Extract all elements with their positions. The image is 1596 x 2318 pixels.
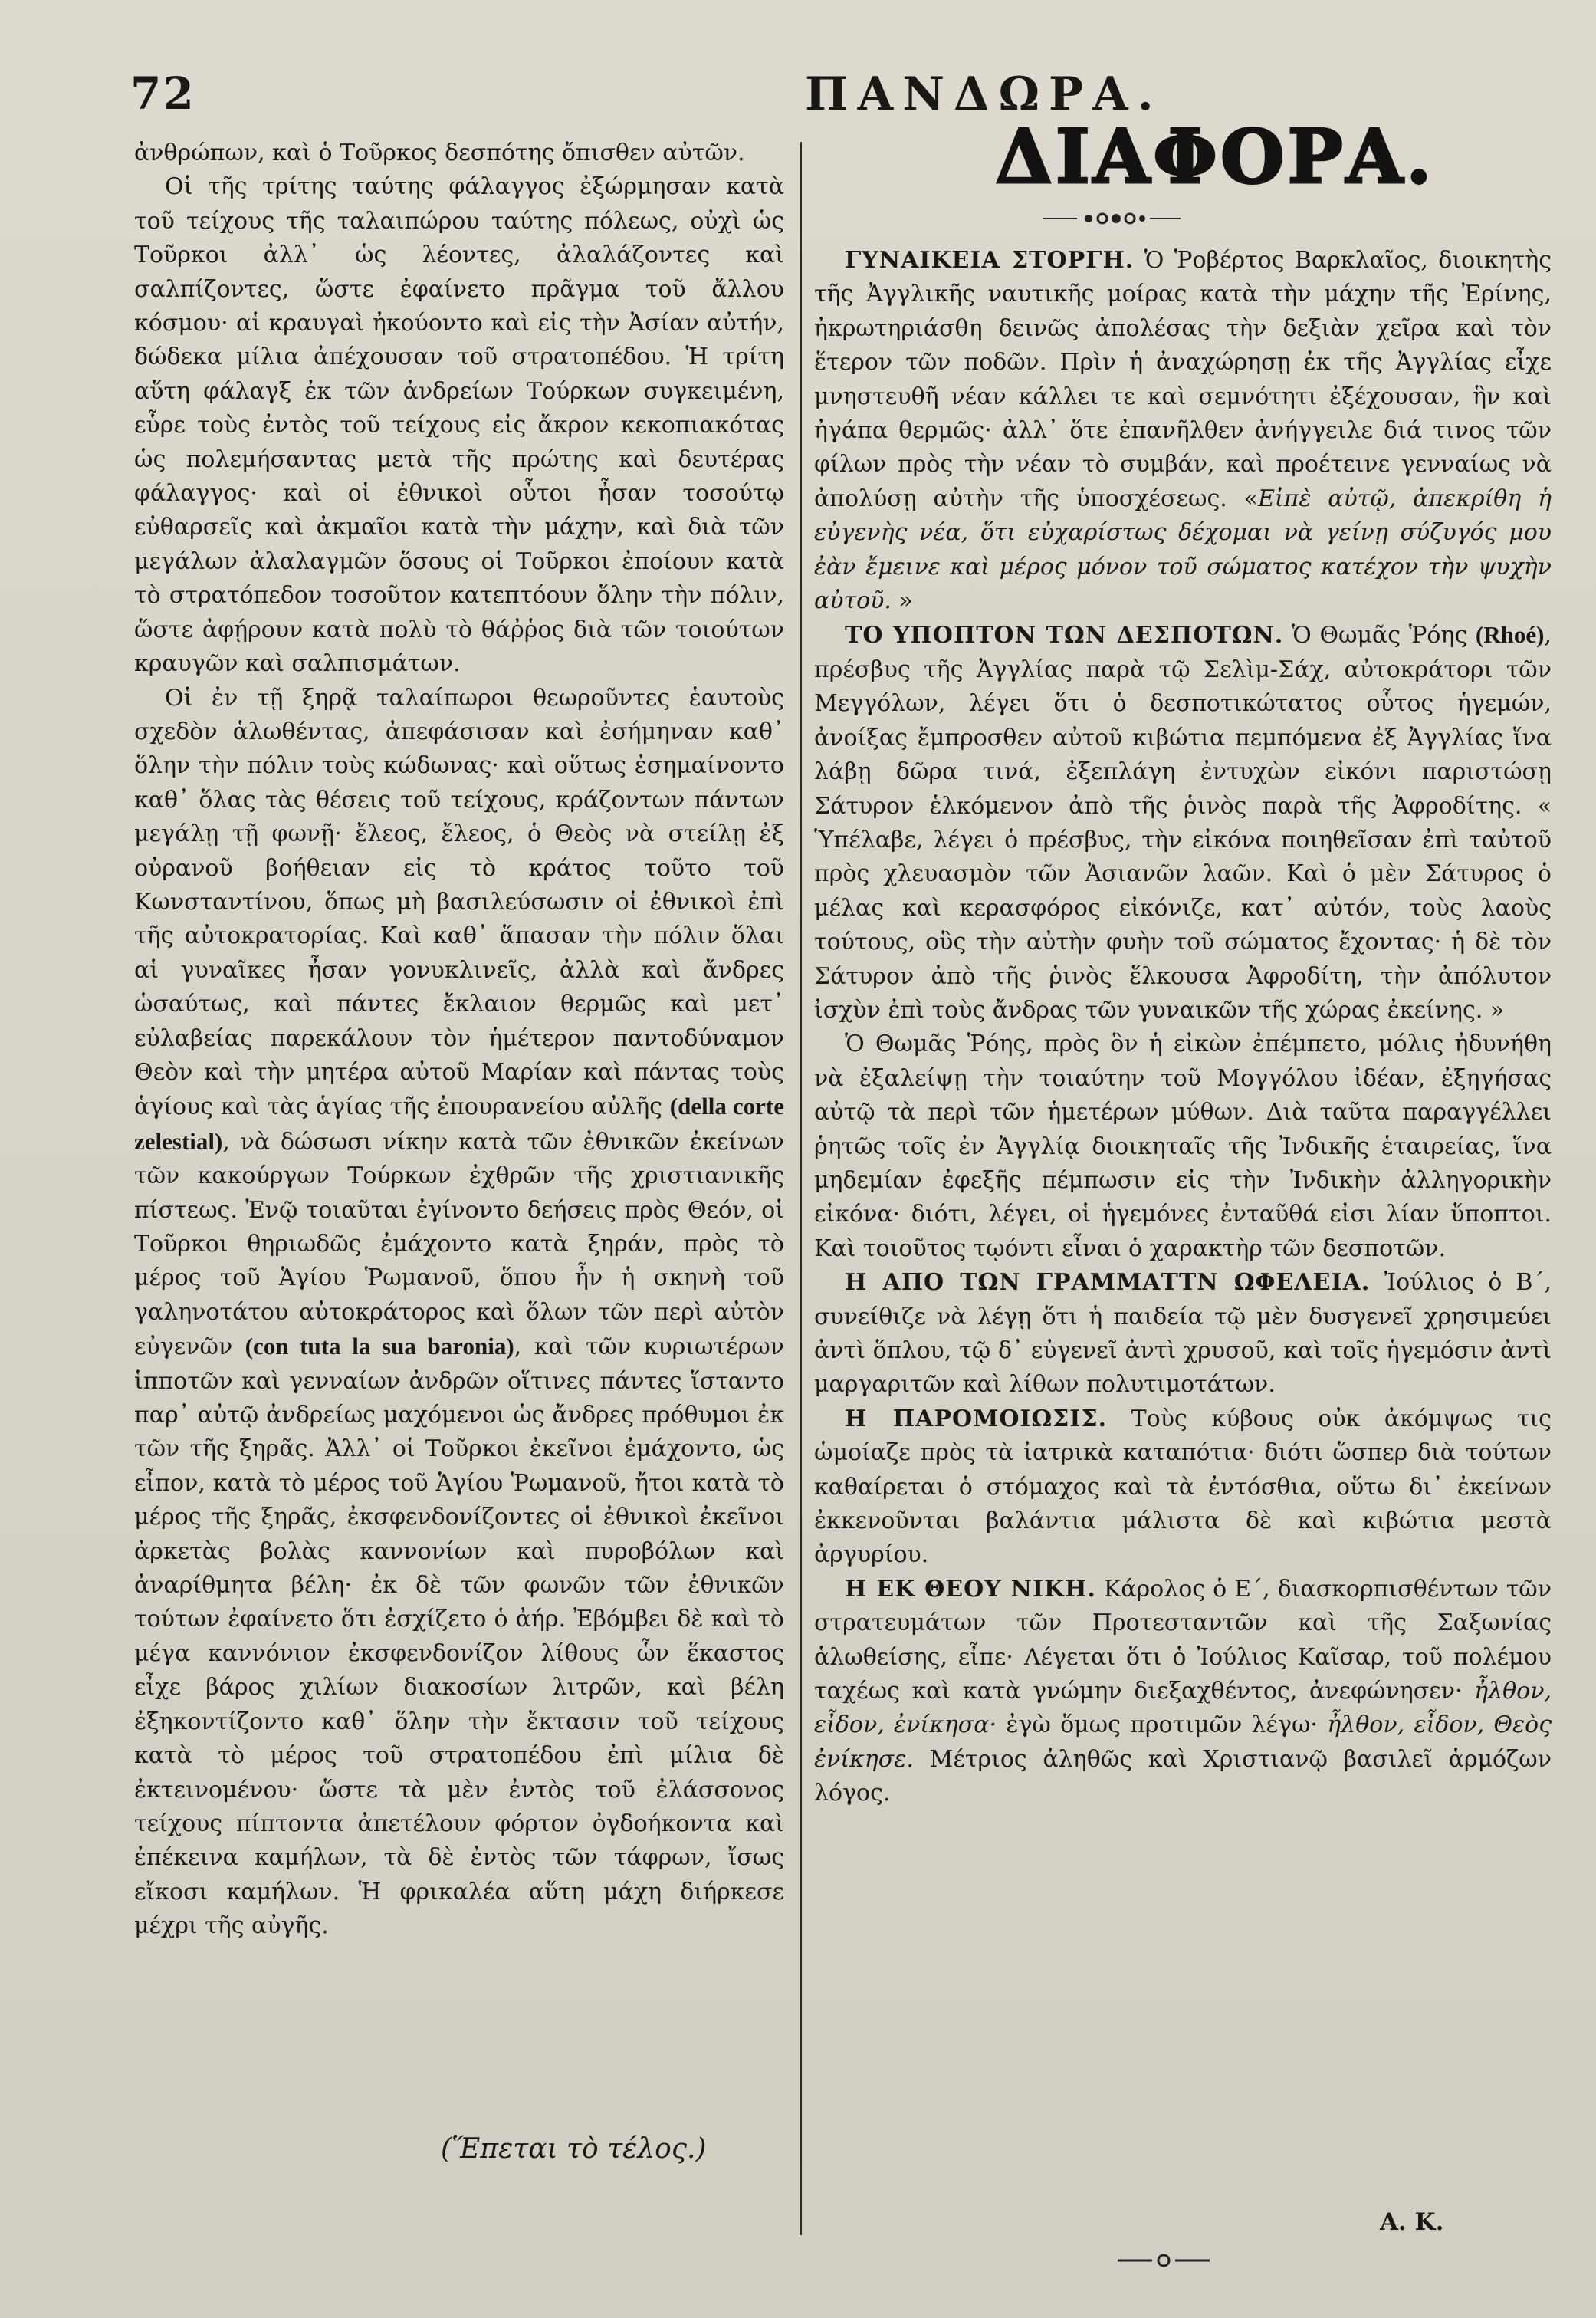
article-text-paromoiosis: Τοὺς κύβους οὐκ ἀκόμψως τις ὡμοίαζε πρὸς τὰ ἰατρικὰ καταπότια· διότι ὥσπερ διὰ τούτων καθαίρεται ὁ στόμαχος καὶ τὰ ἐντόσθια, οὕτω δι᾽ ἐκείνων ἐκκενοῦνται βαλάντια μάλιστα δὲ καὶ κιβώτια μεστὰ ἀργυρίου.: [814, 1405, 1552, 1569]
article-title-grammata: Η ΑΠΟ ΤΩΝ ΓΡΑΜΜΑΤΤΝ ΩΦΕΛΕΙΑ.: [845, 1269, 1371, 1297]
masthead-title: ΔΙΑΦΟΡΑ.: [995, 115, 1435, 199]
article-text-niki-2: ἐγὼ ὅμως προτιμῶν λέγω·: [997, 1711, 1328, 1739]
article-quote-niki-2: ἦλθον, εἶδον, Θεὸς ἐνίκησε.: [814, 1711, 1552, 1773]
article-text-gynaikeia: Ὁ Ῥοβέρτος Βαρκλαῖος, διοικητὴς τῆς Ἀγγλικῆς ναυτικῆς μοίρας κατὰ τὴν μάχην τῆς Ἐρίνης, ἠκρωτηριάσθη δεινῶς ἀπολέσας τὴν δεξιὰν χεῖρα καὶ τὸν ἕτερον τῶν ποδῶν. Πρὶν ἡ ἀναχώρησῃ ἐκ τῆς Ἀγγλίας εἶχε μνηστευθῆ νέαν κάλλει τε καὶ σεμνότητι ἐξέχουσαν, ἣν καὶ ἠγάπα θερμῶς· ἀλλ᾽ ὅτε ἐπανῆλθεν ἀνήγγειλε διά τινος τῶν φίλων πρὸς τὴν νέαν τὸ συμβάν, καὶ προέτεινε γενναίως νὰ ἀπολύσῃ αὐτὴν τῆς ὑποσχέσεως. «: [814, 247, 1552, 512]
section-masthead: [954, 115, 1476, 199]
article-title-ypopton: ΤΟ ΥΠΟΠΤΟΝ ΤΩΝ ΔΕΣΠΟΤΩΝ.: [845, 622, 1284, 649]
article-text-ypopton-1: Ὁ Θωμᾶς Ῥόης: [1283, 622, 1476, 649]
left-paragraph-3: [134, 682, 784, 1944]
article-quote-end: »: [891, 587, 913, 615]
article-paromoiosis: [814, 1402, 1552, 1573]
end-rule-ornament: [1118, 2253, 1210, 2268]
right-column: [814, 244, 1552, 1811]
article-grammata: [814, 1266, 1552, 1402]
left-paragraph-1: ἀνθρώπων, καὶ ὁ Τοῦρκος δεσπότης ὄπισθεν αὐτῶν.: [134, 140, 745, 166]
article-quote-gynaikeia: Εἰπὲ αὐτῷ, ἀπεκρίθη ἡ εὐγενὴς νέα, ὅτι εὐχαρίστως δέχομαι νὰ γείνῃ σύζυγός μου ἐὰν ἔμεινε καὶ μέρος μόνον τοῦ σώματος κατέχον τὴν ψυχὴν αὐτοῦ.: [814, 485, 1552, 615]
article-title-niki: Η ΕΚ ΘΕΟΥ ΝΙΚΗ.: [845, 1575, 1096, 1603]
masthead-title-graphic: [954, 115, 1476, 199]
column-divider: [800, 142, 802, 2235]
article-text-niki-1: Κάρολος ὁ Ε΄, διασκορπισθέντων τῶν στρατευμάτων τῶν Προτεσταντῶν καὶ τῆς Σαξωνίας ἁλωθείσης, εἶπε· Λέγεται ὅτι ὁ Ἰούλιος Καῖσαρ, τοῦ πολέμου ταχέως καὶ κατὰ γνώμην διεξαχθέντος, ἀνεφώνησεν·: [814, 1575, 1552, 1705]
article-ypopton-paragraph-2: Ὁ Θωμᾶς Ῥόης, πρὸς ὃν ἡ εἰκὼν ἐπέμπετο, μόλις ἠδυνήθη νὰ ἐξαλείψῃ τὴν τοιαύτην τοῦ Μογγόλου ἰδέαν, ἐξηγήσας αὐτῷ τὰ περὶ τῶν ἡμετέρων μύθων. Διὰ ταῦτα παραγγέλλει ῥητῶς τοῖς ἐν Ἀγγλίᾳ διοικηταῖς τῆς Ἰνδικῆς ἑταιρείας, ἵνα μηδεμίαν ἐφεξῆς πέμπωσιν εἰς τὴν Ἰνδικὴν ἀλληγορικὴν εἰκόνα· διότι, λέγει, οἱ ἡγεμόνες ἐνταῦθά εἰσι λίαν ὕποπτοι. Καὶ τοιοῦτος τῳόντι εἶναι ὁ χαρακτὴρ τῶν δεσποτῶν.: [814, 1031, 1552, 1262]
ornament-divider: [1035, 207, 1188, 230]
article-title-gynaikeia: ΓΥΝΑΙΚΕΙΑ ΣΤΟΡΓΗ.: [845, 247, 1135, 274]
latin-phrase-baronia: (con tuta la sua baronia): [245, 1333, 514, 1360]
article-text-ypopton-2: , πρέσβυς τῆς Ἀγγλίας παρὰ τῷ Σελὶμ-Σάχ, αὐτοκράτορι τῶν Μεγγόλων, λέγει ὅτι ὁ δεσποτικώτατος οὗτος ἡγεμών, ἀνοίξας ἔμπροσθεν αὐτοῦ κιβώτια πεμπόμενα ἐξ Ἀγγλίας ἵνα λάβῃ δῶρα τινά, ἐξεπλάγη ἐντυχὼν εἰκόνι παριστώσῃ Σάτυρον ἑλκόμενον ἀπὸ τῆς ῥινὸς παρὰ τῆς Ἀφροδίτης. « Ὑπέλαβε, λέγει ὁ πρέσβυς, τὴν εἰκόνα ποιηθεῖσαν ἐπὶ ταὐτοῦ πρὸς χλευασμὸν τῶν Ἀσιανῶν λαῶν. Καὶ ὁ μὲν Σάτυρος ὁ μέλας καὶ κερασφόρος εἰκόνιζε, κατ᾽ αὐτόν, τοὺς λαοὺς τούτους, οὓς τὴν αὐτὴν φυὴν τοῦ σώματος ἔχοντας· ἡ δὲ τὸν Σάτυρον ἀπὸ τῆς ῥινὸς ἕλκουσα Ἀφροδίτη, τὴν ἀπόλυτον ἰσχὺν ἐπὶ τοὺς ἄνδρας τῶν γυναικῶν τῆς χώρας ἐκείνης. »: [814, 622, 1552, 1024]
article-ypopton: [814, 618, 1552, 1027]
latin-phrase-corte: (della corte zelestial): [134, 1093, 784, 1155]
left-paragraph-2: Οἱ τῆς τρίτης ταύτης φάλαγγος ἐξώρμησαν κατὰ τοῦ τείχους τῆς ταλαιπώρου ταύτης πόλεως, οὐχὶ ὡς Τοῦρκοι ἀλλ᾽ ὡς λέοντες, ἀλαλάζοντες καὶ σαλπίζοντες, ὥστε ἐφαίνετο πρᾶγμα τοῦ ἄλλου κόσμου· αἱ κραυγαὶ ἠκούοντο καὶ εἰς τὴν Ἀσίαν αὐτήν, δώδεκα μίλια ἀπέχουσαν τοῦ στρατοπέδου. Ἡ τρίτη αὕτη φάλαγξ ἐκ τῶν ἀνδρείων Τούρκων συγκειμένη, εὗρε τοὺς ἐντὸς τοῦ τείχους εἰς ἄκρον κεκοπιακότας ὡς πολεμήσαντας μετὰ τῆς πρώτης καὶ δευτέρας φάλαγγος· καὶ οἱ ἐθνικοὶ οὗτοι ἦσαν τοσούτῳ εὐθαρσεῖς καὶ ἀκμαῖοι κατὰ τὴν μάχην, καὶ διὰ τῶν μεγάλων ἀλαλαγμῶν ὅσους οἱ Τοῦρκοι ἐποίουν κατὰ τὸ στρατόπεδον τοσοῦτον κατεπτόουν ὅλην τὴν πόλιν, ὥστε ἀφῄρουν κατὰ πολὺ τὸ θάῤῥος διὰ τῶν τοιούτων κραυγῶν καὶ σαλπισμάτων.: [134, 173, 784, 678]
continued-note: (Ἕπεται τὸ τέλος.): [441, 2133, 707, 2165]
article-signature: Α. Κ.: [1380, 2208, 1444, 2236]
article-text-niki-3: Μέτριος ἀληθῶς καὶ Χριστιανῷ βασιλεῖ ἁρμόζων λόγος.: [814, 1745, 1552, 1807]
article-title-paromoiosis: Η ΠΑΡΟΜΟΙΩΣΙΣ.: [845, 1405, 1108, 1432]
article-niki: [814, 1573, 1552, 1811]
left-paragraph-3-part-a: Οἱ ἐν τῇ ξηρᾷ ταλαίπωροι θεωροῦντες ἑαυτοὺς σχεδὸν ἁλωθέντας, ἀπεφάσισαν καὶ ἐσήμηναν καθ᾽ ὅλην τὴν πόλιν τοὺς κώδωνας· καὶ οὕτως ἐσημαίνοντο καθ᾽ ὅλας τὰς θέσεις τοῦ τείχους, κράζοντων πάντων μεγάλῃ τῇ φωνῇ· ἔλεος, ἔλεος, ὁ Θεὸς νὰ στείλῃ ἐξ οὐρανοῦ βοήθειαν εἰς τὸ κράτος τοῦτο τοῦ Κωνσταντίνου, ὅπως μὴ βασιλεύσωσιν οἱ ἐθνικοὶ ἐπὶ τῆς αὐτοκρατορίας. Καὶ καθ᾽ ἅπασαν τὴν πόλιν ὅλαι αἱ γυναῖκες ἦσαν γονυκλινεῖς, ἀλλὰ καὶ ἄνδρες ὡσαύτως, καὶ πάντες ἔκλαιον θερμῶς καὶ μετ᾽ εὐλαβείας παρεκάλουν τὸν ἡμέτερον παντοδύναμον Θεὸν καὶ τὴν μητέρα αὐτοῦ Μαρίαν καὶ πάντας τοὺς ἁγίους καὶ τὰς ἁγίας τῆς ἐπουρανείου αὐλῆς: [134, 684, 784, 1121]
page-number: 72: [130, 67, 195, 120]
article-text-grammata: Ἰούλιος ὁ Β΄, συνείθιζε νὰ λέγῃ ὅτι ἡ παιδεία τῷ μὲν δυσγενεῖ χρησιμεύει ἀντὶ ὅπλου, τῷ δ᾽ εὐγενεῖ ἀντὶ χρυσοῦ, καὶ τοῖς ἡγεμόσιν ἀντὶ μαργαριτῶν καὶ λίθων πολυτιμοτάτων.: [814, 1269, 1552, 1399]
latin-name-rhoe: (Rhoé): [1475, 621, 1545, 649]
left-column: [134, 136, 784, 1944]
left-paragraph-3-part-c: , καὶ τῶν κυριωτέρων ἱπποτῶν καὶ γενναίων ἀνδρῶν οἵτινες πάντες ἵσταντο παρ᾽ αὐτῷ ἀνδρείως μαχόμενοι ὡς ἄνδρες πρόθυμοι ἐκ τῶν τῆς ξηρᾶς. Ἀλλ᾽ οἱ Τοῦρκοι ἐκεῖνοι ἐμάχοντο, ὡς εἶπον, κατὰ τὸ μέρος τοῦ Ἁγίου Ῥωμανοῦ, ἤτοι κατὰ τὸ μέρος τῆς ξηρᾶς, ἐκσφενδονίζοντες οἱ ἐθνικοὶ ἐκεῖνοι ἀρκετὰς βολὰς καννονίων καὶ πυροβόλων καὶ ἀναρίθμητα βέλη· ἐκ δὲ τῶν φωνῶν τῶν ἐθνικῶν τούτων ἐφαίνετο ὅτι ἐσχίζετο ὁ ἀήρ. Ἐβόμβει δὲ καὶ τὸ μέγα καννόνιον ἐκσφενδονίζον λίθους ὧν ἕκαστος εἶχε βάρος χιλίων διακοσίων λιτρῶν, καὶ βέλη ἐξηκοντίζοντο καθ᾽ ὅλην τὴν ἔκτασιν τοῦ τείχους κατὰ τὸ μέρος τοῦ στρατοπέδου ἐπὶ μίλια δὲ ἐκτεινομένου· ὥστε τὰ μὲν ἐντὸς τοῦ ἐλάσσονος τείχους πίπτοντα ἀπετέλουν φόρτον ὀγδοήκοντα καὶ ἐπέκεινα καμήλων, τὰ δὲ ἐντὸς τῶν τάφρων, ἴσως εἴκοσι καμήλων. Ἡ φρικαλέα αὕτη μάχη διήρκεσε μέχρι τῆς αὐγῆς.: [134, 1333, 784, 1940]
article-gynaikeia-storgi: [814, 244, 1552, 618]
running-title: ΠΑΝΔΩΡΑ.: [805, 67, 1163, 121]
left-paragraph-3-part-b: , νὰ δώσωσι νίκην κατὰ τῶν ἐθνικῶν ἐκείνων τῶν κακούργων Τούρκων ἐχθρῶν τῆς χριστιανικῆς πίστεως. Ἐνῷ τοιαῦται ἐγίνοντο δεήσεις πρὸς Θεόν, οἱ Τοῦρκοι θηριωδῶς ἐμάχοντο κατὰ ξηράν, πρὸς τὸ μέρος τοῦ Ἁγίου Ῥωμανοῦ, ὅπου ἦν ἡ σκηνὴ τοῦ γαληνοτάτου αὐτοκράτορος καὶ ὅλων τῶν περὶ αὐτὸν εὐγενῶν: [134, 1128, 784, 1361]
article-quote-niki-1: ἦλθον, εἶδον, ἐνίκησα·: [814, 1678, 1552, 1739]
